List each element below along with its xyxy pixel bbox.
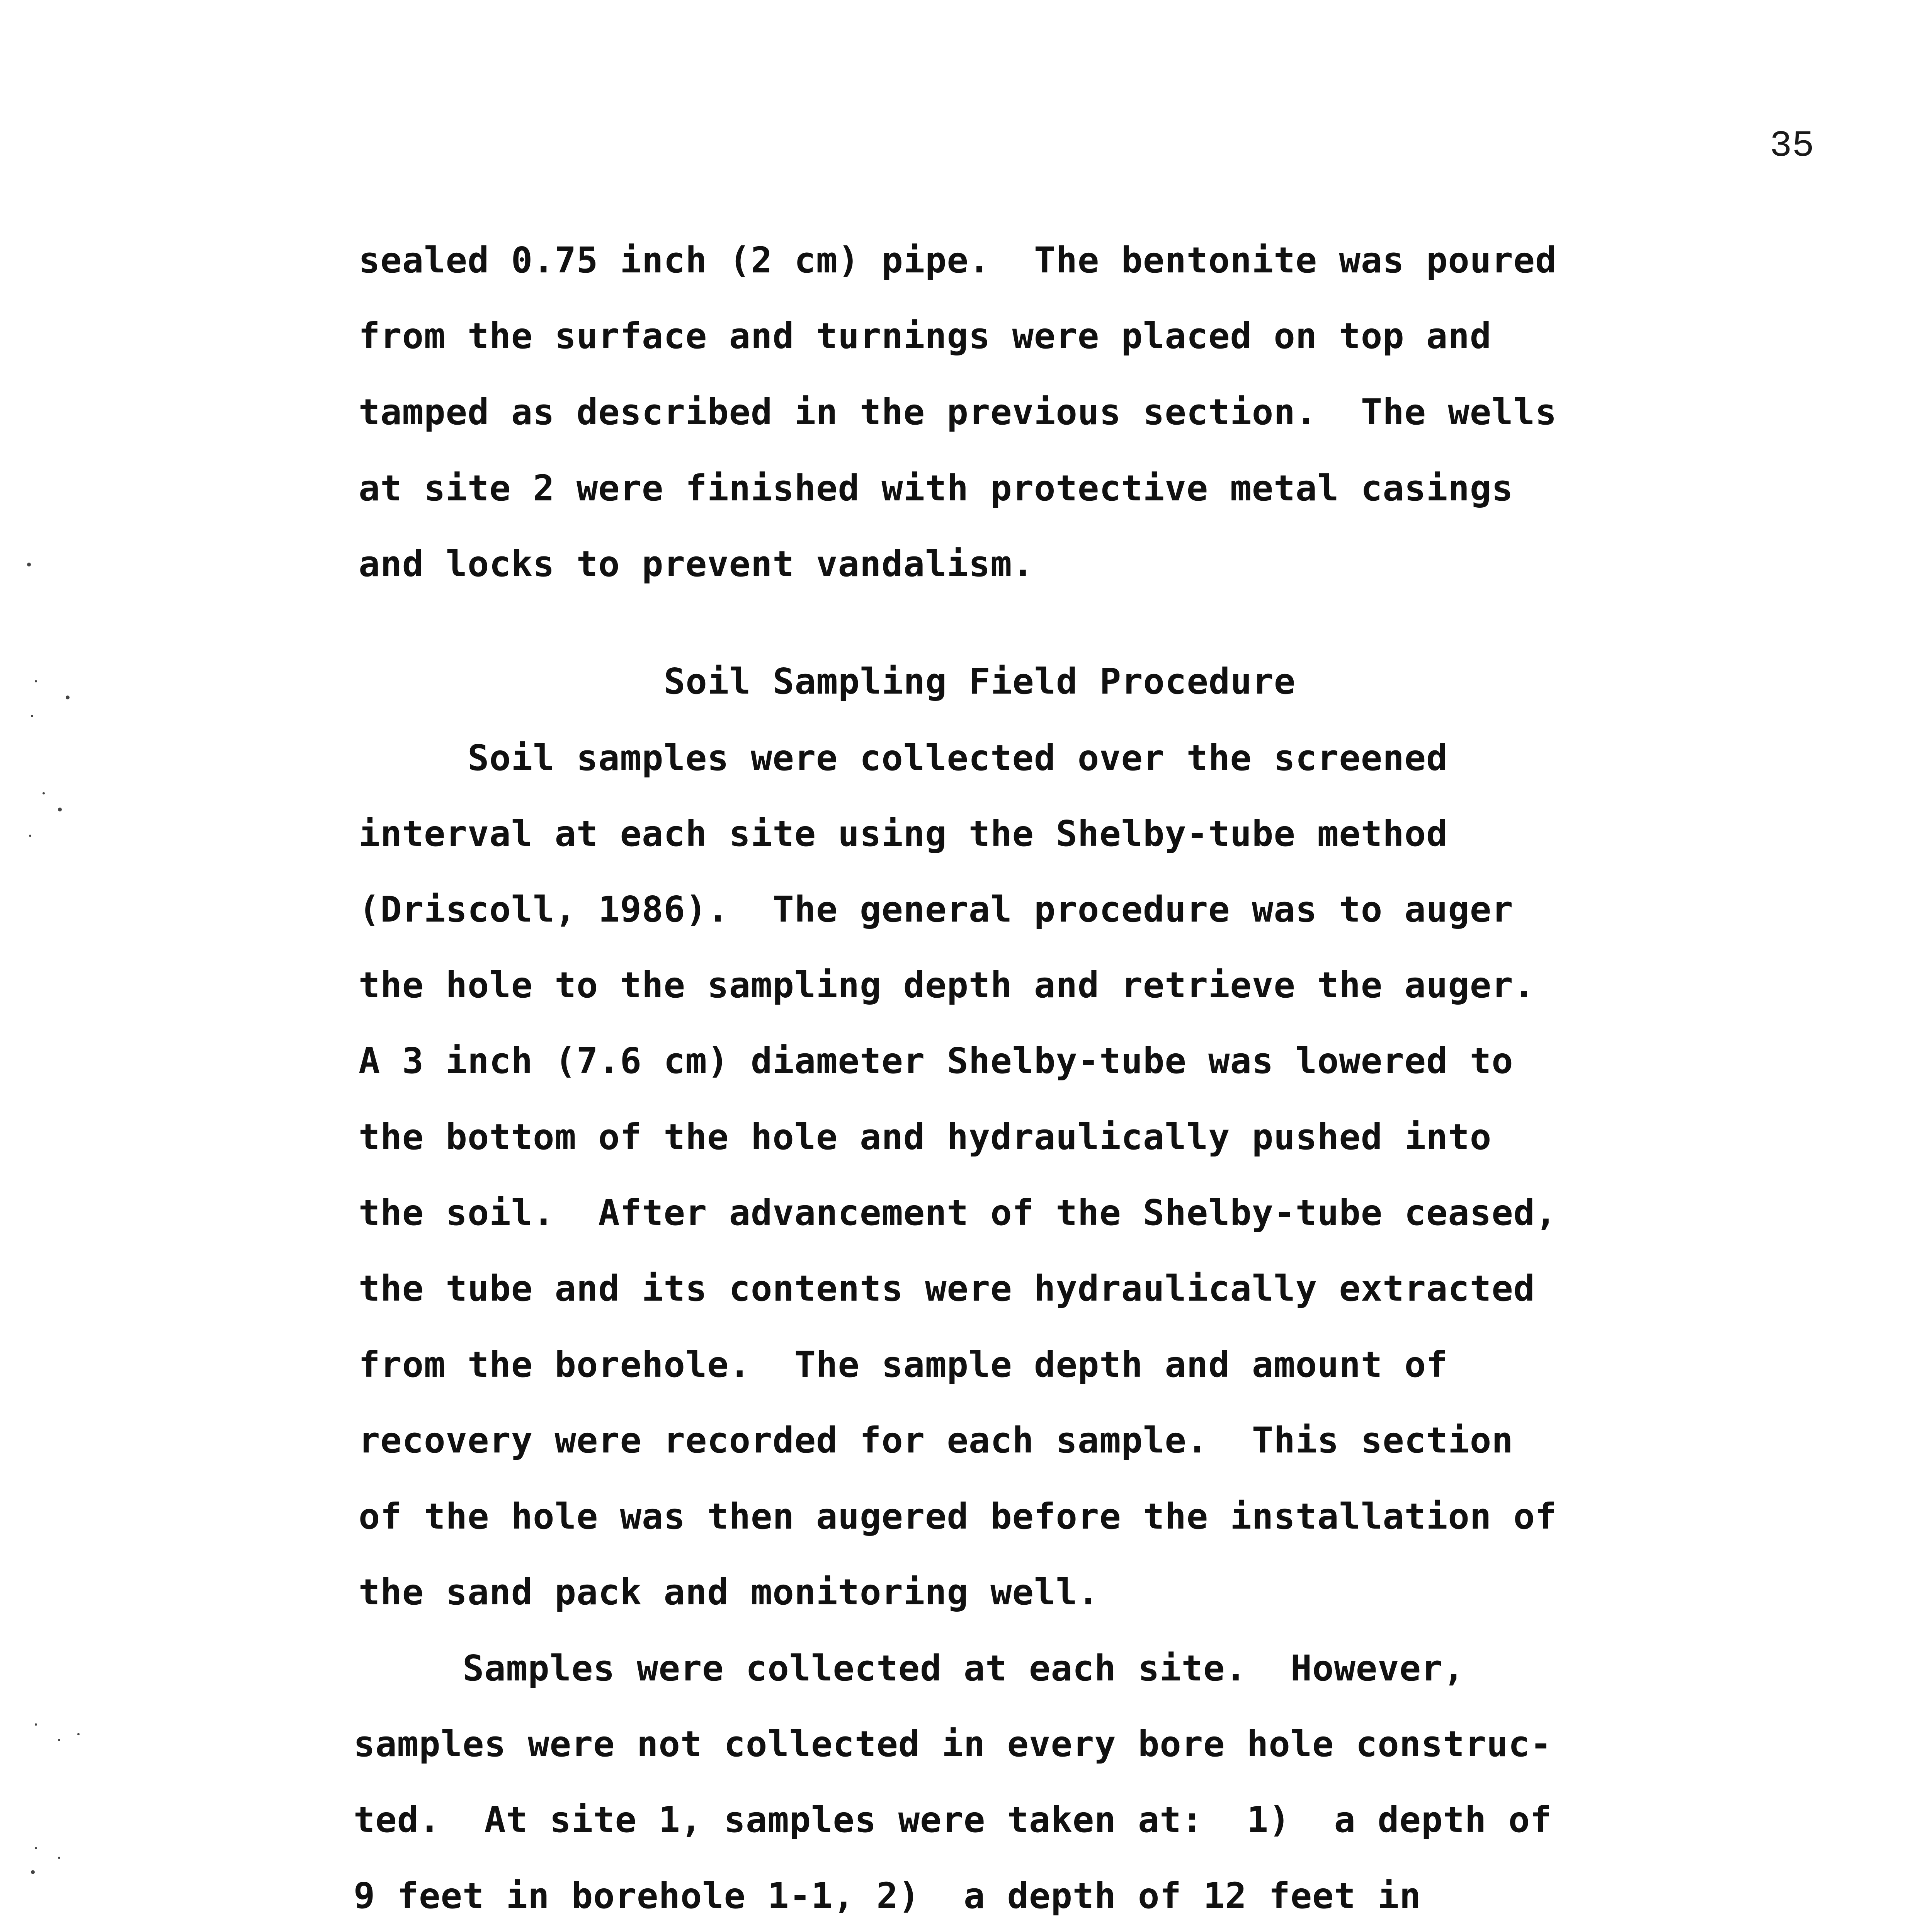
scan-speck (31, 1870, 35, 1874)
section-heading: Soil Sampling Field Procedure (664, 661, 1296, 702)
scan-speck (27, 563, 31, 566)
text-line: the bottom of the hole and hydraulically pushed into (359, 1116, 1492, 1158)
scan-speck (58, 1857, 60, 1859)
text-line: recovery were recorded for each sample. This section (359, 1420, 1514, 1461)
scan-speck (43, 792, 45, 794)
scan-speck (35, 1723, 37, 1726)
text-line: 9 feet in borehole 1-1, 2) a depth of 12 feet in (354, 1875, 1422, 1917)
text-line: A 3 inch (7.6 cm) diameter Shelby-tube was lowered to (359, 1040, 1514, 1082)
text-line: samples were not collected in every bore hole construc- (354, 1723, 1552, 1765)
text-line: Soil samples were collected over the screened (359, 737, 1448, 779)
scan-speck (77, 1733, 80, 1735)
scan-speck (31, 715, 33, 717)
text-line: sealed 0.75 inch (2 cm) pipe. The bentonite was poured (359, 240, 1557, 281)
scan-speck (58, 1739, 60, 1741)
text-line: the tube and its contents were hydraulically extracted (359, 1268, 1535, 1309)
text-line: ted. At site 1, samples were taken at: 1) a depth of (354, 1799, 1552, 1840)
text-line: at site 2 were finished with protective metal casings (359, 468, 1514, 509)
text-line: the soil. After advancement of the Shelby-tube ceased, (359, 1192, 1557, 1233)
scan-speck (58, 808, 62, 811)
text-line: of the hole was then augered before the installation of (359, 1496, 1557, 1537)
text-line: and locks to prevent vandalism. (359, 543, 1034, 585)
text-line: interval at each site using the Shelby-tube method (359, 813, 1448, 854)
scan-speck (66, 696, 70, 699)
text-line: the hole to the sampling depth and retrieve the auger. (359, 964, 1535, 1006)
text-line: Samples were collected at each site. However, (354, 1648, 1465, 1689)
scan-speck (29, 835, 31, 837)
text-line: (Driscoll, 1986). The general procedure was to auger (359, 889, 1514, 930)
text-line: the sand pack and monitoring well. (359, 1571, 1100, 1613)
text-line: from the borehole. The sample depth and amount of (359, 1344, 1448, 1385)
text-line: tamped as described in the previous section. The wells (359, 391, 1557, 433)
scan-speck (35, 680, 37, 682)
text-line: from the surface and turnings were placed on top and (359, 315, 1492, 357)
scan-speck (35, 1847, 37, 1849)
page-number: 35 (1770, 125, 1815, 167)
